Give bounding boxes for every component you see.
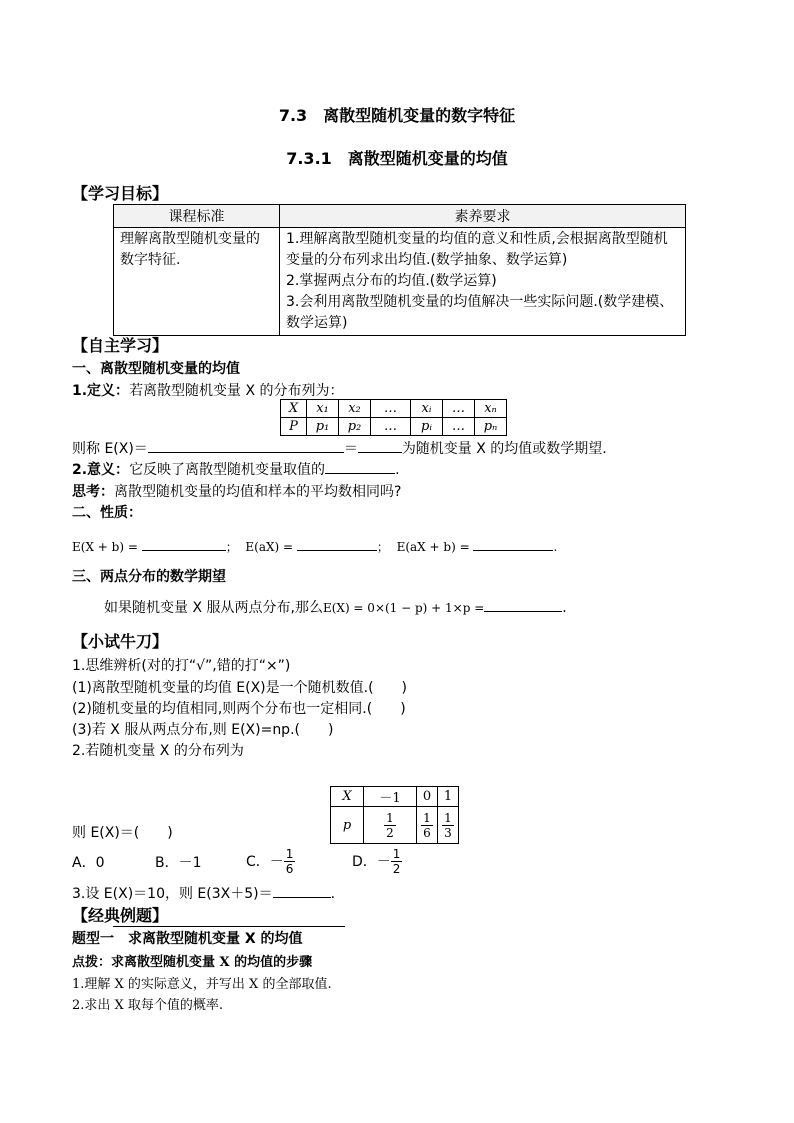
expectation-text-a: 则称 E(X)＝ [72, 441, 148, 457]
option-c [246, 843, 295, 879]
properties-line [72, 536, 557, 555]
objectives-col2-header: 素养要求 [280, 205, 686, 228]
dist-cell: x₂ [339, 400, 371, 418]
question-2: 2.若随机变量 X 的分布列为 [72, 743, 244, 759]
blank-prop-2[interactable] [297, 536, 377, 551]
literacy-item: 3.会利用离散型随机变量的均值解决一些实际问题.(数学建模、数学运算) [286, 294, 674, 331]
meaning-end: . [395, 462, 400, 478]
sub-title: 7.3.1 离散型随机变量的均值 [286, 149, 508, 168]
dist-cell: xₙ [475, 400, 507, 418]
definition-line [72, 380, 344, 400]
dist-cell: p₁ [307, 418, 339, 436]
t2-p-value [417, 807, 438, 844]
dist-cell: x₁ [307, 400, 339, 418]
definition-text: 若离散型随机变量 X 的分布列为： [129, 383, 344, 399]
dist-cell: X [281, 400, 307, 418]
t2-x-value: －1 [364, 787, 417, 807]
examples-heading: 【经典例题】 [72, 906, 169, 925]
t2-p-value [438, 807, 459, 844]
denominator: 2 [392, 861, 401, 876]
expectation-definition [72, 438, 607, 458]
separator: ； [225, 540, 238, 554]
question-1-3: (3)若 X 服从两点分布,则 E(X)=np.( ) [72, 722, 334, 738]
main-title: 7.3 离散型随机变量的数字特征 [278, 106, 516, 125]
question-3 [72, 883, 335, 903]
numerator: 1 [423, 810, 431, 825]
think-text: 离散型随机变量的均值和样本的平均数相同吗? [114, 484, 402, 500]
blank-prop-3[interactable] [473, 536, 553, 551]
question-2-ask: 则 E(X)＝( ) [72, 825, 173, 841]
two-point-line [104, 597, 567, 617]
denominator: 6 [285, 861, 294, 876]
objectives-col1-header: 课程标准 [114, 205, 280, 228]
denominator: 3 [444, 825, 452, 840]
numerator: 1 [392, 846, 401, 861]
think-line [72, 481, 401, 501]
t2-x-value: 0 [417, 787, 438, 807]
option-c-label: C．－ [246, 854, 284, 870]
think-label: 思考： [72, 484, 114, 500]
two-point-text: 如果随机变量 X 服从两点分布,那么 [104, 600, 323, 616]
course-standard-cell: 理解离散型随机变量的数字特征. [114, 228, 280, 336]
question-3-end: . [330, 886, 336, 902]
definition-label: 1.定义： [72, 383, 130, 399]
meaning-label: 2.意义： [72, 462, 130, 478]
blank-q3[interactable] [273, 883, 331, 898]
blank-meaning[interactable] [325, 459, 395, 474]
property-1: E(X + b) = [72, 540, 138, 554]
dist-cell: p₂ [339, 418, 371, 436]
equals-sign: ＝ [343, 441, 358, 457]
question-3-text: 3.设 E(X)＝10，则 E(3X＋5)＝ [72, 886, 273, 902]
distribution-table-2 [330, 786, 459, 844]
dist-cell: … [443, 400, 475, 418]
section1-title: 一、离散型随机变量的均值 [72, 361, 240, 377]
denominator: 6 [423, 825, 431, 840]
question-1: 1.思维辨析(对的打“√”,错的打“×”) [72, 658, 291, 674]
dist-cell: P [281, 418, 307, 436]
t2-p-value [364, 807, 417, 844]
section3-title: 三、两点分布的数学期望 [72, 569, 226, 585]
two-point-end: . [562, 600, 567, 616]
expectation-text-b: 为随机变量 X 的均值或数学期望. [401, 441, 607, 457]
blank-1[interactable] [148, 438, 344, 453]
step-2: 2.求出 X 取每个值的概率. [72, 998, 224, 1013]
section2-title: 二、性质： [72, 505, 142, 521]
meaning-text: 它反映了离散型随机变量取值的 [129, 462, 326, 478]
denominator: 2 [386, 825, 394, 840]
divider-line [113, 926, 345, 927]
literacy-requirements-cell [280, 228, 686, 336]
step-1: 1.理解 X 的实际意义，并写出 X 的全部取值. [72, 977, 332, 992]
numerator: 1 [444, 810, 452, 825]
property-2: E(aX) = [245, 540, 294, 554]
dist-cell: pᵢ [411, 418, 443, 436]
literacy-item: 2.掌握两点分布的均值.(数学运算) [286, 273, 497, 289]
practice-heading: 【小试牛刀】 [72, 632, 169, 651]
property-3: E(aX + b) = [396, 540, 470, 554]
dist-cell: xᵢ [411, 400, 443, 418]
option-d-label: D．－ [352, 854, 391, 870]
meaning-line [72, 459, 400, 479]
separator: ； [376, 540, 389, 554]
blank-2[interactable] [358, 438, 402, 453]
blank-two-point[interactable] [484, 597, 562, 612]
dist-cell: pₙ [475, 418, 507, 436]
self-study-heading: 【自主学习】 [72, 336, 169, 355]
question-1-2: (2)随机变量的均值相同,则两个分布也一定相同.( ) [72, 701, 406, 717]
option-b: B．－1 [155, 855, 202, 871]
option-d [352, 843, 402, 879]
objectives-heading: 【学习目标】 [72, 184, 169, 203]
t2-x-label: X [331, 787, 364, 807]
dist-cell: … [371, 400, 411, 418]
option-a: A．0 [72, 855, 105, 871]
numerator: 1 [386, 810, 394, 825]
numerator: 1 [285, 846, 294, 861]
t2-p-label: p [331, 807, 364, 844]
blank-prop-1[interactable] [142, 536, 226, 551]
example-type-1: 题型一 求离散型随机变量 X 的均值 [72, 931, 303, 947]
dist-cell: … [371, 418, 411, 436]
distribution-table [280, 399, 507, 436]
literacy-item: 1.理解离散型随机变量的均值的意义和性质,会根据离散型随机变量的分布列求出均值.(数学抽象、数学运算) [286, 231, 668, 268]
t2-x-value: 1 [438, 787, 459, 807]
dist-cell: … [443, 418, 475, 436]
properties-end: . [553, 540, 558, 554]
two-point-formula: E(X) = 0×(1 − p) + 1×p = [322, 601, 485, 615]
tip-line: 点拨：求离散型随机变量 X 的均值的步骤 [72, 955, 313, 970]
question-1-1: (1)离散型随机变量的均值 E(X)是一个随机数值.( ) [72, 680, 408, 696]
objectives-table [113, 204, 686, 336]
